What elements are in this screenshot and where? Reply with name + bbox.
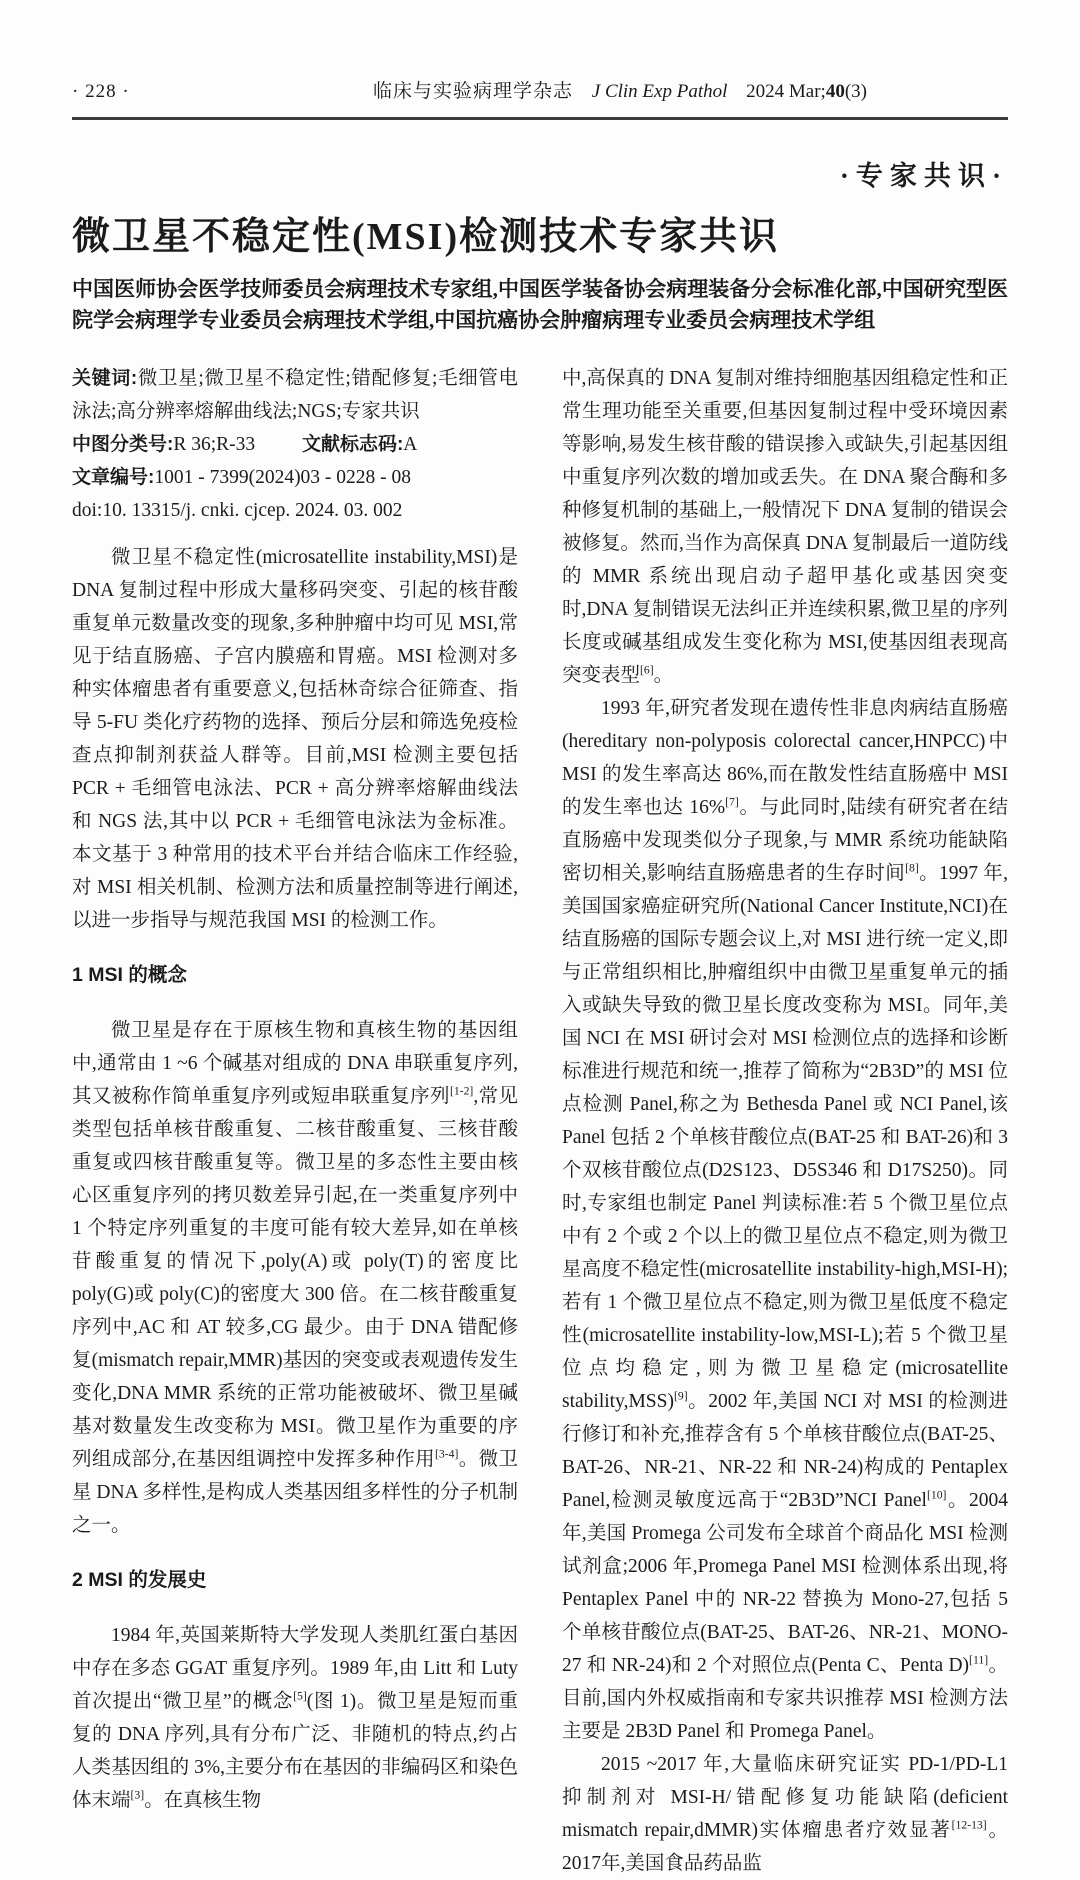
two-column-body [72,362,1008,1880]
right-column-text [562,362,1008,1880]
left-column-text [72,541,518,1817]
clc-value: R 36;R-33 [173,434,256,455]
header-divider [72,117,1008,120]
clc-line [72,428,518,461]
paragraph: 1984 年,英国莱斯特大学发现人类肌红蛋白基因中存在多态 GGAT 重复序列。1989 年,由 Litt 和 Luty 首次提出“微卫星”的概念[5](图 1)。微卫星是短而重复的 DNA 序列,具有分布广泛、非随机的特点,约占人类基因组的 3%,主要分布在基因的非编码区和染色体末端[3]。在真核生物 [72,1625,518,1811]
journal-title-en: J Clin Exp Pathol [591,81,728,102]
citation-superscript: [5] [293,1689,307,1703]
issue-info: 2024 Mar;40(3) [746,81,867,102]
keywords-line [72,362,518,428]
article-meta [72,362,518,527]
citation-superscript: [8] [905,861,919,875]
affiliation-line: 中国医师协会医学技师委员会病理技术专家组,中国医学装备协会病理装备分会标准化部,中国研究型医院学会病理学专业委员会病理技术学组,中国抗癌协会肿瘤病理专业委员会病理技术学组 [72,277,1008,332]
section-heading: 1 MSI 的概念 [72,964,187,986]
doc-code-value: A [403,434,418,455]
citation-superscript: [7] [725,795,739,809]
paragraph: 微卫星是存在于原核生物和真核生物的基因组中,通常由 1 ~6 个碱基对组成的 DNA 串联重复序列,其又被称作简单重复序列或短串联重复序列[1-2],常见类型包括单核苷酸重复、二核苷酸重复、三核苷酸重复或四核苷酸重复等。微卫星的多态性主要由核心区重复序列的拷贝数差异引起,在一类重复序列中 1 个特定序列重复的丰度可能有较大差异,如在单核苷酸重复的情况下,poly(A)或 poly(T)的密度比 poly(G)或 poly(C)的密度大 300 倍。在二核苷酸重复序列中,AC 和 AT 较多,CG 最少。由于 DNA 错配修复(mismatch repair,MMR)基因的突变或表观遗传发生变化,DNA MMR 系统的正常功能被破坏、微卫星碱基对数量发生改变称为 MSI。微卫星作为重要的序列组成部分,在基因组调控中发挥多种作用[3-4]。微卫星 DNA 多样性,是构成人类基因组多样性的分子机制之一。 [72,1020,518,1536]
citation-superscript: [1-2] [449,1084,474,1098]
citation-superscript: [12-13] [951,1818,987,1832]
paragraph: 2015 ~2017 年,大量临床研究证实 PD-1/PD-L1 抑制剂对 MSI-H/错配修复功能缺陷(deficient mismatch repair,dMMR)实体瘤患者疗效显著[12-13]。2017年,美国食品药品监 [562,1754,1008,1874]
article-title: 微卫星不稳定性(MSI)检测技术专家共识 [72,216,780,258]
article-id-label: 文章编号: [72,467,155,488]
citation-superscript: [3] [130,1788,145,1802]
doi-line: doi:10. 13315/j. cnki. cjcep. 2024. 03. 002 [72,500,403,521]
left-column [72,362,518,1880]
page-number: · 228 · [72,81,130,102]
right-column [562,362,1008,1880]
keywords-value: 微卫星;微卫星不稳定性;错配修复;毛细管电泳法;高分辨率熔解曲线法;NGS;专家共识 [72,368,518,422]
category-label: ·专家共识· [839,161,1008,191]
journal-title-cn: 临床与实验病理学杂志 [373,81,574,102]
citation-superscript: [6] [640,663,654,677]
citation-superscript: [9] [673,1389,688,1403]
citation-superscript: [10] [926,1488,947,1502]
keywords-label: 关键词: [72,368,138,389]
paragraph: 中,高保真的 DNA 复制对维持细胞基因组稳定性和正常生理功能至关重要,但基因复制过程中受环境因素等影响,易发生核苷酸的错误掺入或缺失,引起基因组中重复序列次数的增加或丢失。在 DNA 聚合酶和多种修复机制的基础上,一般情况下 DNA 复制的错误会被修复。然而,当作为高保真 DNA 复制最后一道防线的 MMR 系统出现启动子超甲基化或基因突变时,DNA 复制错误无法纠正并连续积累,微卫星的序列长度或碱基组成发生变化称为 MSI,使基因组表现高突变表型[6]。 [562,368,1008,686]
section-heading: 2 MSI 的发展史 [72,1569,207,1591]
journal-line [232,76,1008,103]
citation-superscript: [3-4] [434,1447,459,1461]
article-id-line [72,461,518,494]
paragraph: 1993 年,研究者发现在遗传性非息肉病结直肠癌(hereditary non-polyposis colorectal cancer,HNPCC)中 MSI 的发生率高达 86%,而在散发性结直肠癌中 MSI 的发生率也达 16%[7]。与此同时,陆续有研究者在结直肠癌中发现类似分子现象,与 MMR 系统功能缺陷密切相关,影响结直肠癌患者的生存时间[8]。1997 年,美国国家癌症研究所(National Cancer Institute,NCI)在结直肠癌的国际专题会议上,对 MSI 进行统一定义,即与正常组织相比,肿瘤组织中由微卫星重复单元的插入或缺失导致的微卫星长度改变称为 MSI。同年,美国 NCI 在 MSI 研讨会对 MSI 检测位点的选择和诊断标准进行规范和统一,推荐了简称为“2B3D”的 MSI 位点检测 Panel,称之为 Bethesda Panel 或 NCI Panel,该 Panel 包括 2 个单核苷酸位点(BAT-25 和 BAT-26)和 3 个双核苷酸位点(D2S123、D5S346 和 D17S250)。同时,专家组也制定 Panel 判读标准:若 5 个微卫星位点中有 2 个或 2 个以上的微卫星位点不稳定,则为微卫星高度不稳定性(microsatellite instability-high,MSI-H);若有 1 个微卫星位点不稳定,则为微卫星低度不稳定性(microsatellite instability-low,MSI-L);若 5 个微卫星位点均稳定,则为微卫星稳定(microsatellite stability,MSS)[9]。2002 年,美国 NCI 对 MSI 的检测进行修订和补充,推荐含有 5 个单核苷酸位点(BAT-25、BAT-26、NR-21、NR-22 和 NR-24)构成的 Pentaplex Panel,检测灵敏度远高于“2B3D”NCI Panel[10]。2004 年,美国 Promega 公司发布全球首个商品化 MSI 检测试剂盒;2006 年,Promega Panel MSI 检测体系出现,将 Pentaplex Panel 中的 NR-22 替换为 Mono-27,包括 5 个单核苷酸位点(BAT-25、BAT-26、NR-21、MONO-27 和 NR-24)和 2 个对照位点(Penta C、Penta D)[11]。目前,国内外权威指南和专家共识推荐 MSI 检测方法主要是 2B3D Panel 和 Promega Panel。 [562,698,1008,1742]
running-header [72,76,1008,103]
article-id-value: 1001 - 7399(2024)03 - 0228 - 08 [154,467,412,488]
doc-code-label: 文献标志码: [301,434,404,455]
clc-label: 中图分类号: [72,434,174,455]
citation-superscript: [11] [969,1653,989,1667]
paragraph: 微卫星不稳定性(microsatellite instability,MSI)是 DNA 复制过程中形成大量移码突变、引起的核苷酸重复单元数量改变的现象,多种肿瘤中均可见 MSI,常见于结直肠癌、子宫内膜癌和胃癌。MSI 检测对多种实体瘤患者有重要意义,包括林奇综合征筛查、指导 5-FU 类化疗药物的选择、预后分层和筛选免疫检查点抑制剂获益人群等。目前,MSI 检测主要包括 PCR + 毛细管电泳法、PCR + 高分辨率熔解曲线法和 NGS 法,其中以 PCR + 毛细管电泳法为金标准。本文基于 3 种常用的技术平台并结合临床工作经验,对 MSI 相关机制、检测方法和质量控制等进行阐述,以进一步指导与规范我国 MSI 的检测工作。 [72,547,518,931]
